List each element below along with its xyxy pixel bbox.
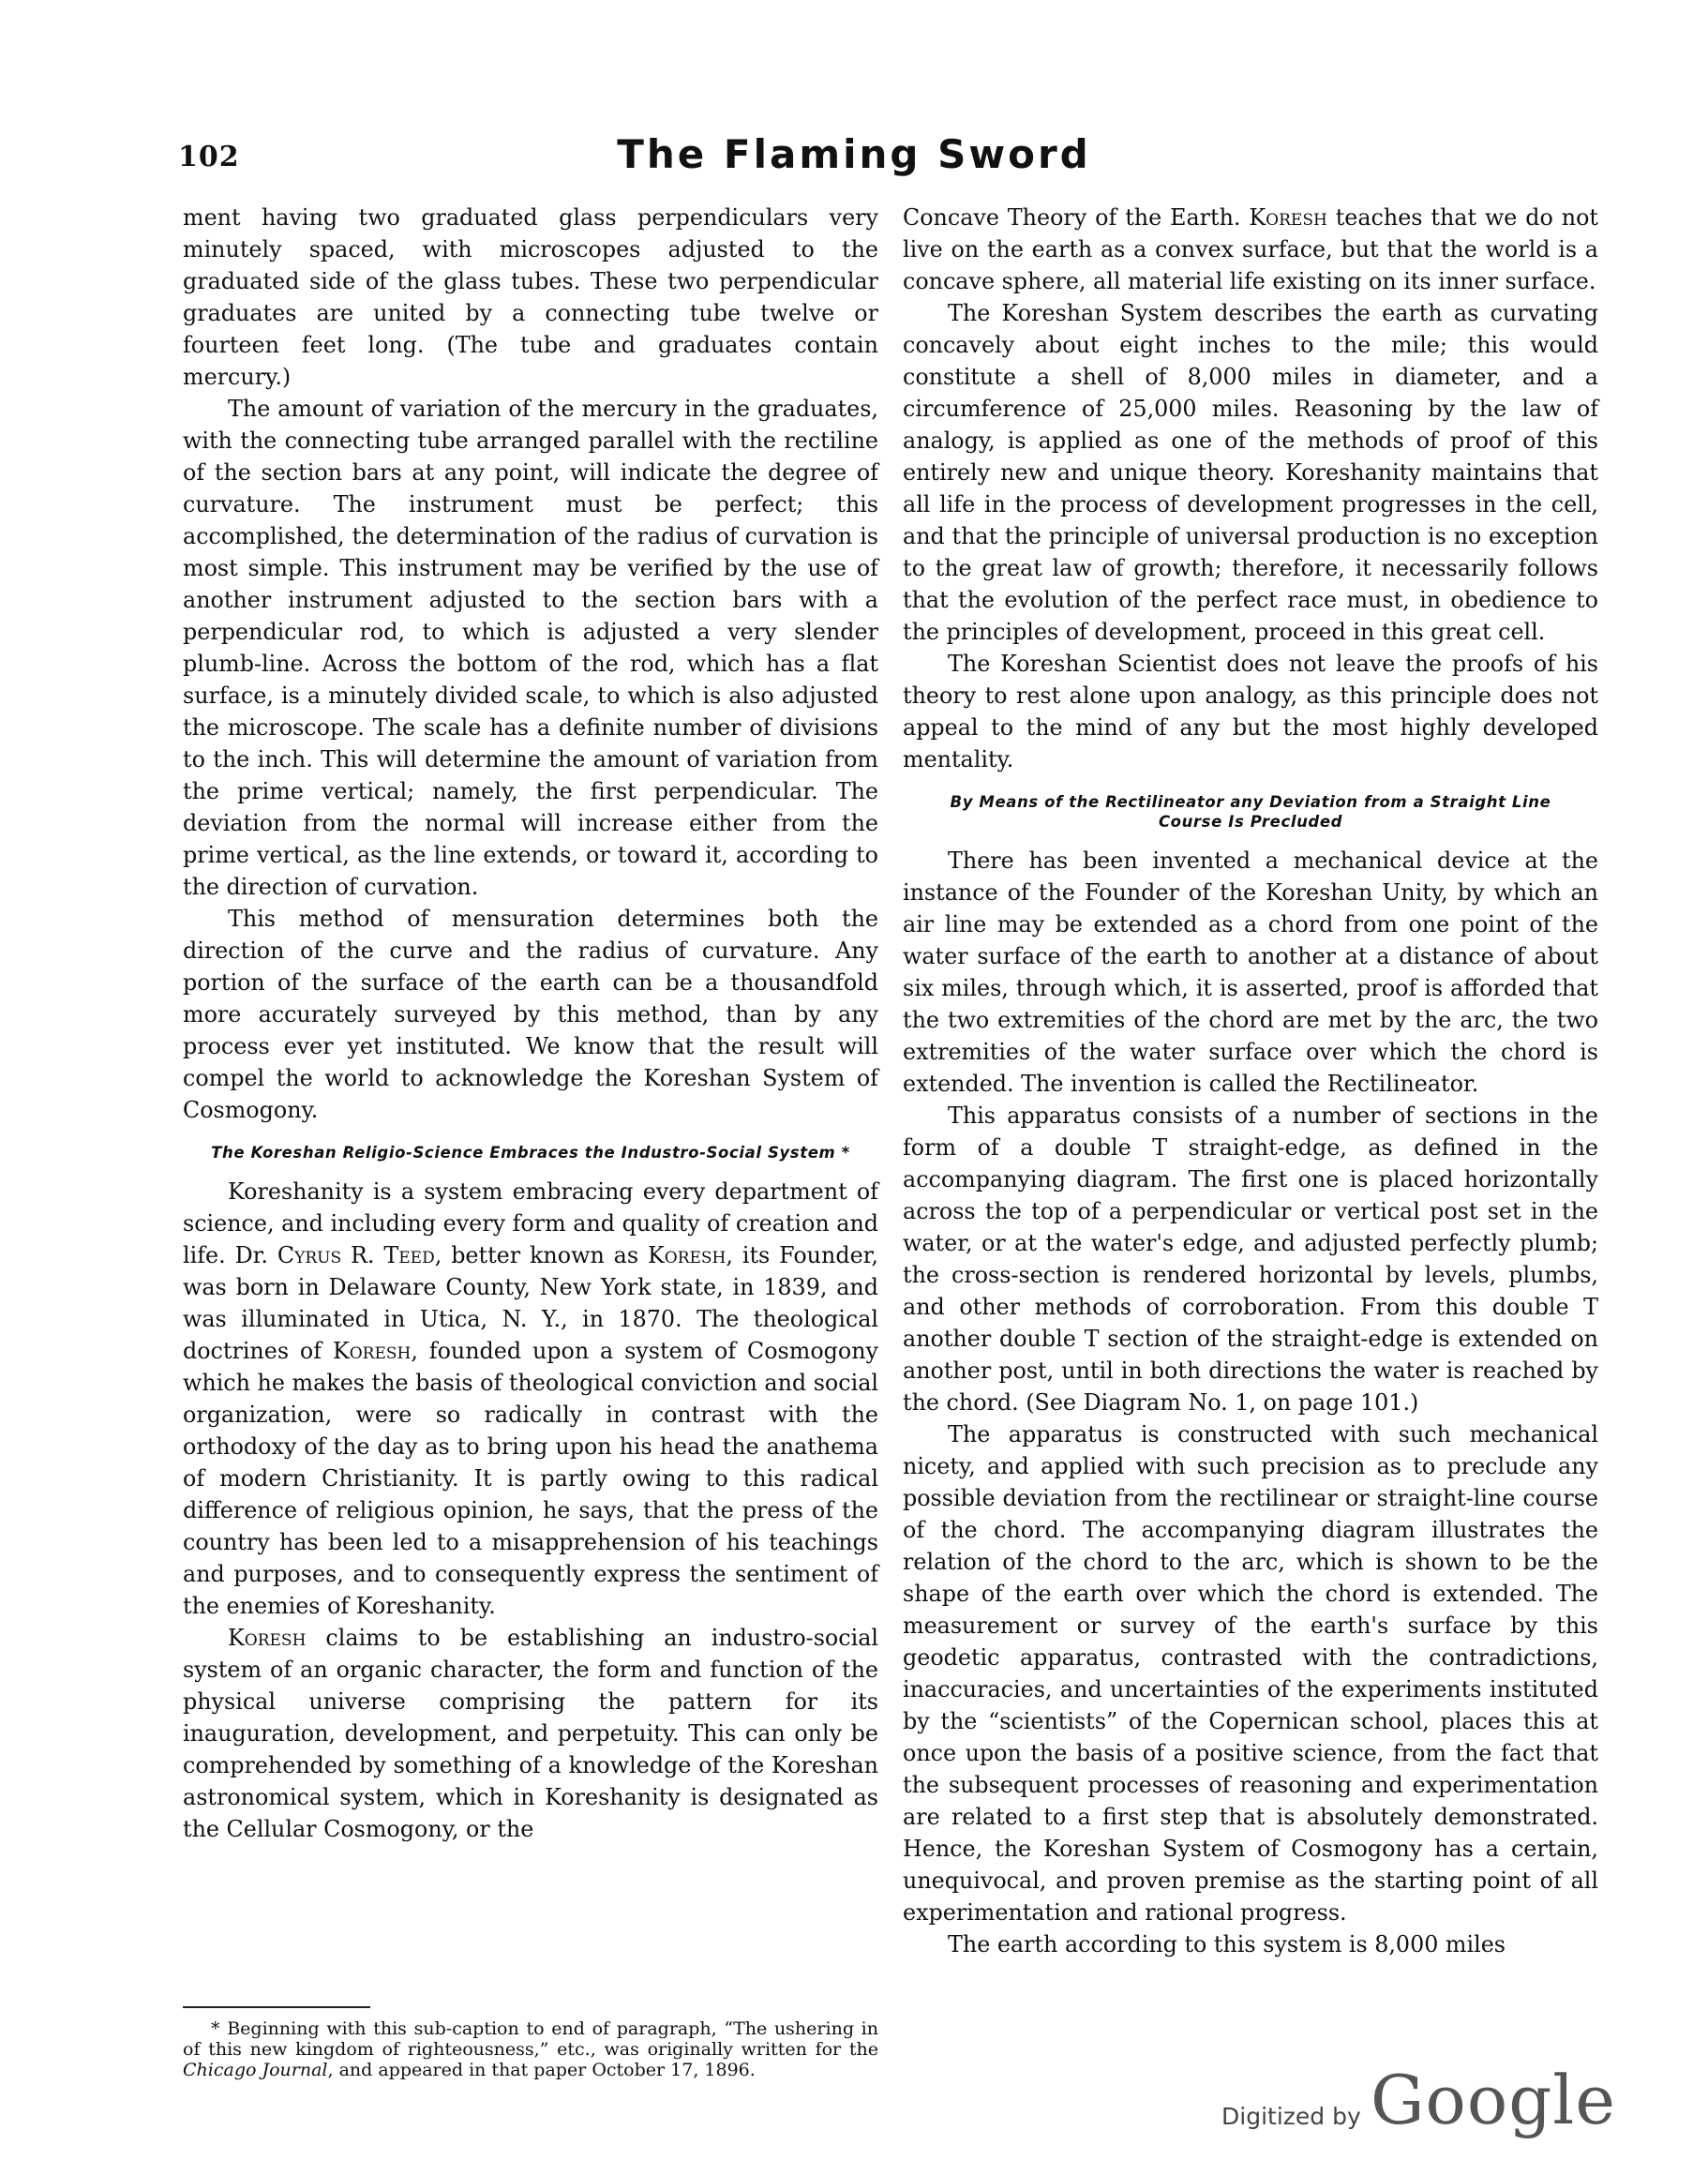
left-column	[183, 202, 878, 1845]
digitized-by-label: Digitized by	[1221, 2103, 1361, 2130]
paragraph: Koresh claims to be establishing an industro-social system of an organic character, the form and function of the physical universe comprising the pattern for its inauguration, development, and perpetuity. This can only be comprehended by something of a knowledge of the Koreshan astronomical system, which in Koreshanity is designated as the Cellular Cosmogony, or the	[183, 1625, 878, 1842]
section-subheading: The Koreshan Religio-Science Embraces the Industro-Social System *	[211, 1144, 850, 1162]
paragraph: There has been invented a mechanical device at the instance of the Founder of the Koreshan Unity, by which an air line may be extended as a chord from one point of the water surface of the earth to another at a distance of about six miles, through which, it is asserted, proof is afforded that the two extremities of the chord are met by the arc, the two extremities of the water surface over which the chord is extended. The invention is called the Rectilineator.	[903, 848, 1598, 1097]
google-logo: Google	[1371, 2061, 1616, 2139]
footnote-divider	[183, 2006, 370, 2008]
paragraph: Koreshanity is a system embracing every department of science, and including every form and quality of creation and life. Dr. Cyrus R. Teed, better known as Koresh, its Founder, was born in Delaware County, New York state, in 1839, and was illuminated in Utica, N. Y., in 1870. The theological doctrines of Koresh, founded upon a system of Cosmogony which he makes the basis of theological conviction and social organization, were so radically in contrast with the orthodoxy of the day as to bring upon his head the anathema of modern Christianity. It is partly owing to this radical difference of religious opinion, he says, that the press of the country has been led to a misapprehension of his teachings and purposes, and to consequently express the sentiment of the enemies of Koreshanity.	[183, 1178, 878, 1619]
running-title: The Flaming Sword	[617, 131, 1091, 177]
paragraph: The apparatus is constructed with such mechanical nicety, and applied with such precision as to preclude any possible deviation from the rectilinear or straight-line course of the chord. The accompanying diagram illustrates the relation of the chord to the arc, which is shown to be the shape of the earth over which the chord is extended. The measurement or survey of the earth's surface by this geodetic apparatus, contrasted with the contradictions, inaccuracies, and uncertainties of the experiments instituted by the “scientists” of the Copernican school, places this at once upon the basis of a positive science, from the fact that the subsequent processes of reasoning and experimentation are related to a first step that is absolutely demonstrated. Hence, the Koreshan System of Cosmogony has a certain, unequivocal, and proven premise as the starting point of all experimentation and rational progress.	[903, 1421, 1598, 1926]
paragraph: The Koreshan Scientist does not leave the proofs of his theory to rest alone upon analogy, as this principle does not appeal to the mind of any but the most highly developed mentality.	[903, 651, 1598, 772]
paragraph: ment having two graduated glass perpendiculars very minutely spaced, with microscopes adjusted to the graduated side of the glass tubes. These two perpendicular graduates are united by a connecting tube twelve or fourteen feet long. (The tube and graduates contain mercury.)	[183, 204, 878, 390]
section-subheading: By Means of the Rectilineator any Deviation from a Straight Line Course Is Precluded	[950, 793, 1551, 831]
page-number: 102	[178, 141, 240, 173]
right-column	[903, 202, 1598, 1960]
paragraph: The earth according to this system is 8,000 miles	[948, 1931, 1506, 1958]
paragraph: The Koreshan System describes the earth as curvating concavely about eight inches to the mile; this would constitute a shell of 8,000 miles in diameter, and a circumference of 25,000 miles. Reasoning by the law of analogy, is applied as one of the methods of proof of this entirely new and unique theory. Koreshanity maintains that all life in the process of development progresses in the cell, and that the principle of universal production is no exception to the great law of growth; therefore, it necessarily follows that the evolution of the perfect race must, in obedience to the principles of development, proceed in this great cell.	[903, 300, 1598, 645]
paragraph: Concave Theory of the Earth. Koresh teaches that we do not live on the earth as a convex surface, but that the world is a concave sphere, all material life existing on its inner surface.	[903, 204, 1598, 294]
paragraph: This method of mensuration determines both the direction of the curve and the radius of curvature. Any portion of the surface of the earth can be a thousandfold more accurately surveyed by this method, than by any process ever yet instituted. We know that the result will compel the world to acknowledge the Koreshan System of Cosmogony.	[183, 906, 878, 1123]
paragraph: This apparatus consists of a number of sections in the form of a double T straight-edge, as defined in the accompanying diagram. The first one is placed horizontally across the top of a perpendicular or vertical post set in the water, or at the water's edge, and adjusted perfectly plumb; the cross-section is rendered horizontal by levels, plumbs, and other methods of corroboration. From this double T another double T section of the straight-edge is extended on another post, until in both directions the water is reached by the chord. (See Diagram No. 1, on page 101.)	[903, 1102, 1598, 1416]
paragraph: The amount of variation of the mercury in the graduates, with the connecting tube arranged parallel with the rectiline of the section bars at any point, will indicate the degree of curvature. The instrument must be perfect; this accomplished, the determination of the radius of curvation is most simple. This instrument may be verified by the use of another instrument adjusted to the section bars with a perpendicular rod, to which is adjusted a very slender plumb-line. Across the bottom of the rod, which has a flat surface, is a minutely divided scale, to which is also adjusted the microscope. The scale has a definite number of divisions to the inch. This will determine the amount of variation from the prime vertical; namely, the first perpendicular. The deviation from the normal will increase either from the prime vertical, as the line extends, or toward it, according to the direction of curvation.	[183, 396, 878, 900]
footnote: * Beginning with this sub-caption to end of paragraph, “The ushering in of this new kingdom of righteousness,” etc., was originally written for the Chicago Journal, and appeared in that paper October 17, 1896.	[183, 2018, 878, 2080]
